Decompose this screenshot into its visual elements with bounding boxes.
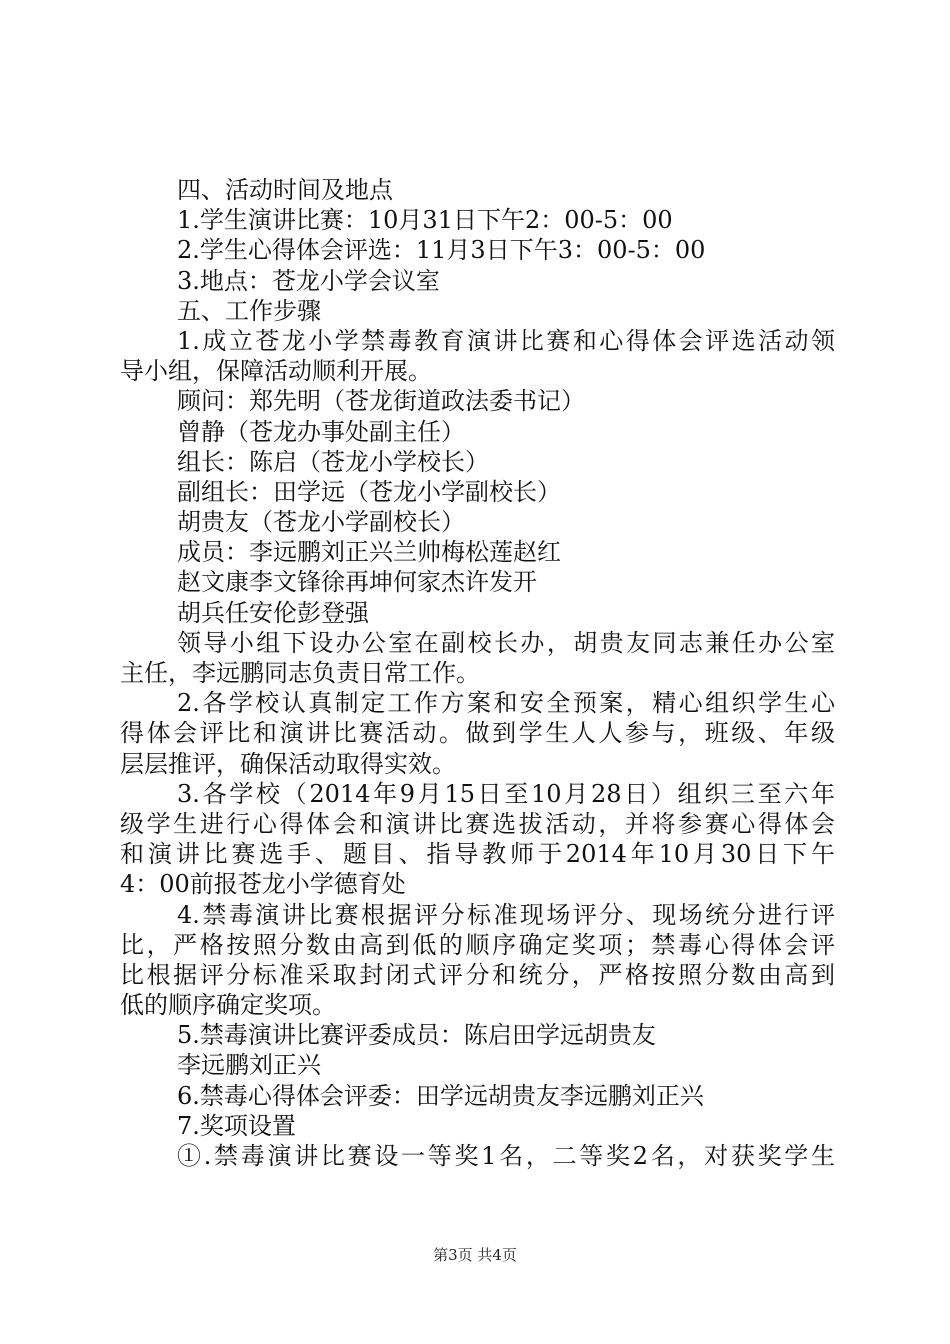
text-line: 主任，李远鹏同志负责日常工作。 xyxy=(120,659,480,687)
text-line: 组长：陈启（苍龙小学校长） xyxy=(177,447,489,476)
text-line: 级学生进行心得体会和演讲比赛选拔活动，并将参赛心得体会 xyxy=(120,809,835,838)
text-line: 4：00前报苍龙小学德育处 xyxy=(120,870,406,899)
text-line: 曾静（苍龙办事处副主任） xyxy=(177,417,465,446)
text-line: 得体会评比和演讲比赛活动。做到学生人人参与，班级、年级 xyxy=(120,719,835,748)
text-line: 层层推评，确保活动取得实效。 xyxy=(120,749,456,778)
text-line: 5.禁毒演讲比赛评委成员：陈启田学远胡贵友 xyxy=(177,1021,656,1050)
text-line: 胡贵友（苍龙小学副校长） xyxy=(177,508,465,537)
text-line: 顾问：郑先明（苍龙街道政法委书记） xyxy=(177,387,585,416)
text-line: 胡兵任安伦彭登强 xyxy=(177,598,369,627)
text-line: 比根据评分标准采取封闭式评分和统分，严格按照分数由高到 xyxy=(120,960,835,989)
text-line: 四、活动时间及地点 xyxy=(177,176,393,204)
text-line: 比，严格按照分数由高到低的顺序确定奖项；禁毒心得体会评 xyxy=(120,930,835,959)
text-line: 副组长：田学远（苍龙小学副校长） xyxy=(177,477,561,506)
page-footer: 第3页 共4页 xyxy=(433,1246,517,1264)
text-line: 低的顺序确定奖项。 xyxy=(120,991,336,1020)
text-line: 3.地点：苍龙小学会议室 xyxy=(177,266,440,295)
text-line: 4.禁毒演讲比赛根据评分标准现场评分、现场统分进行评 xyxy=(177,900,835,929)
text-line: 2.学生心得体会评选：11月3日下午3：00-5：00 xyxy=(177,236,706,265)
text-line: 领导小组下设办公室在副校长办，胡贵友同志兼任办公室 xyxy=(177,628,835,657)
text-line: 2.各学校认真制定工作方案和安全预案，精心组织学生心 xyxy=(177,689,835,718)
text-line: 1.学生演讲比赛：10月31日下午2：00-5：00 xyxy=(177,206,673,235)
text-line: 6.禁毒心得体会评委：田学远胡贵友李远鹏刘正兴 xyxy=(177,1081,704,1110)
text-line: 五、工作步骤 xyxy=(177,296,321,325)
text-line: 导小组，保障活动顺利开展。 xyxy=(120,357,432,386)
text-line: 成员：李远鹏刘正兴兰帅梅松莲赵红 xyxy=(177,538,561,567)
text-line: 3.各学校（2014年9月15日至10月28日）组织三至六年 xyxy=(177,779,835,808)
text-line: 赵文康李文锋徐再坤何家杰许发开 xyxy=(177,568,537,597)
text-line: 和演讲比赛选手、题目、指导教师于2014年10月30日下午 xyxy=(120,840,835,869)
document-body xyxy=(120,175,835,1171)
text-line: ①.禁毒演讲比赛设一等奖1名，二等奖2名，对获奖学生 xyxy=(177,1142,835,1170)
text-line: 7.奖项设置 xyxy=(177,1111,296,1140)
text-line: 1.成立苍龙小学禁毒教育演讲比赛和心得体会评选活动领 xyxy=(177,326,835,355)
text-line: 李远鹏刘正兴 xyxy=(177,1051,321,1080)
